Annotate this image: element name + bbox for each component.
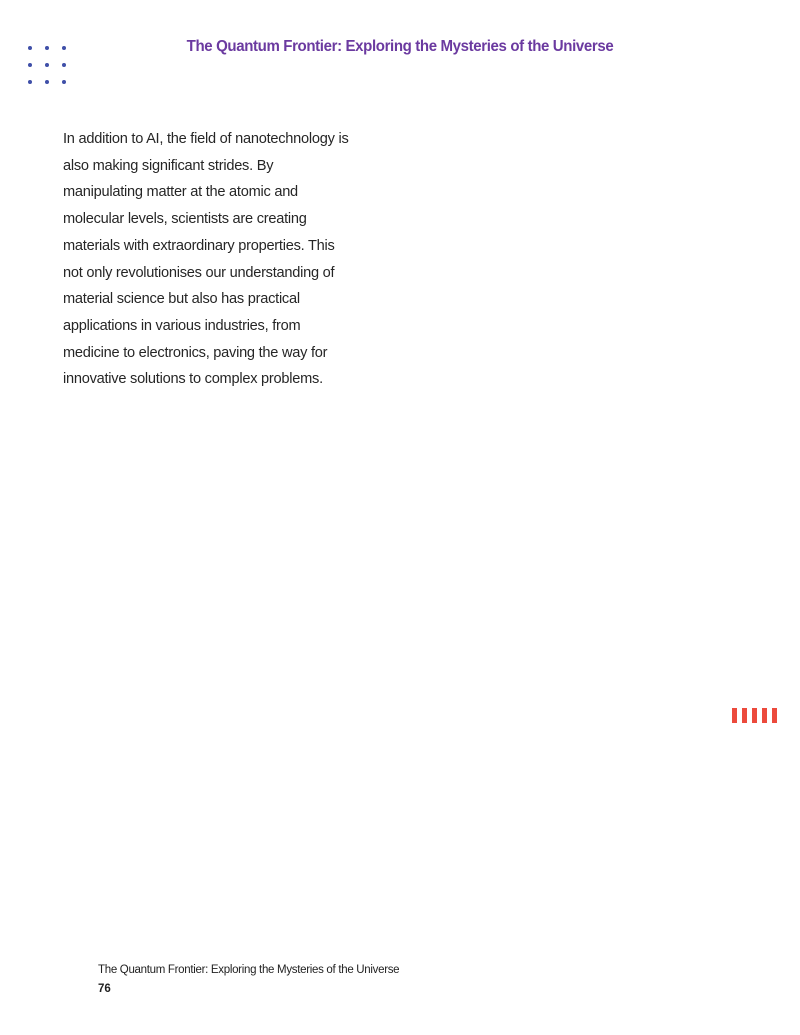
dot <box>28 80 32 84</box>
dot <box>45 80 49 84</box>
body-paragraph: In addition to AI, the field of nanotechnology is also making significant strides. By manipulating matter at the atomic and molecular levels, scientists are creating materials with extraordinary properties. This not only revolutionises our understanding of material science but also has practical applications in various industries, from medicine to electronics, paving the way for innovative solutions to complex problems. <box>63 131 349 388</box>
page-header-title: The Quantum Frontier: Exploring the Mysteries of the Universe <box>186 38 614 55</box>
dot <box>62 80 66 84</box>
stripe-bars-icon <box>732 708 784 724</box>
stripe-bar <box>772 708 777 723</box>
stripe-bar <box>762 708 767 723</box>
stripe-bar <box>752 708 757 723</box>
dot <box>28 46 32 50</box>
stripe-bar <box>742 708 747 723</box>
page-number: 76 <box>98 983 111 995</box>
dot <box>62 46 66 50</box>
footer-title: The Quantum Frontier: Exploring the Mysteries of the Universe <box>98 964 400 976</box>
dot <box>45 63 49 67</box>
dot <box>45 46 49 50</box>
stripe-bar <box>732 708 737 723</box>
dot <box>62 63 66 67</box>
dot-grid-icon <box>26 44 72 86</box>
dot <box>28 63 32 67</box>
